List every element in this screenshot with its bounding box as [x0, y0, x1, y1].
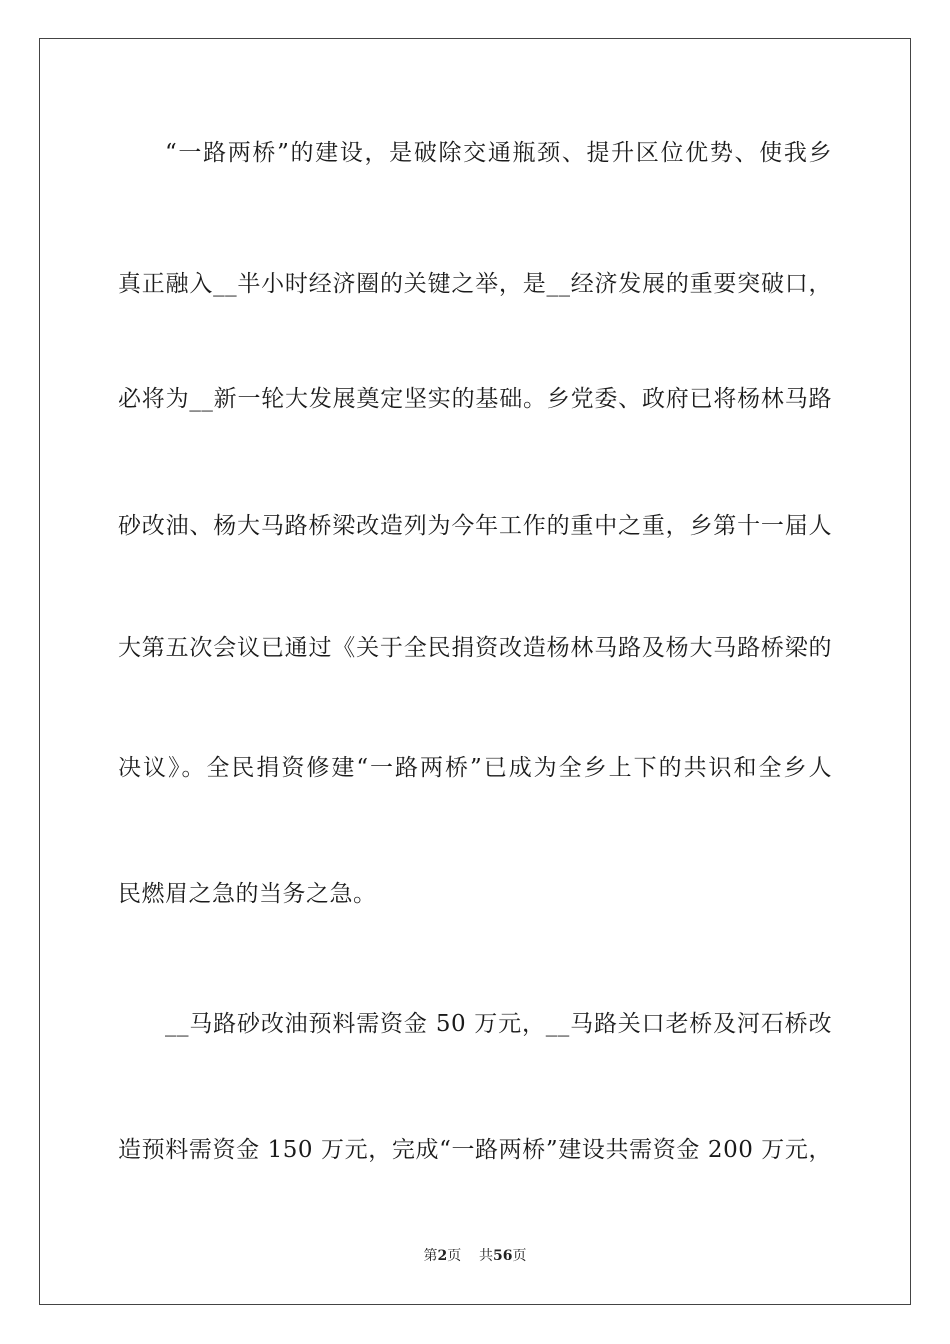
page-footer: [0, 1246, 950, 1266]
current-page-number: 2: [437, 1248, 448, 1264]
paragraph-1-line-4: 砂改油、杨大马路桥梁改造列为今年工作的重中之重，乡第十一届人: [118, 513, 832, 539]
total-label-prefix: 共: [479, 1248, 494, 1264]
paragraph-1-line-1: “一路两桥”的建设，是破除交通瓶颈、提升区位优势、使我乡: [165, 140, 832, 166]
page-label-suffix: 页: [447, 1248, 462, 1264]
paragraph-2-line-2: 造预料需资金 150 万元，完成“一路两桥”建设共需资金 200 万元，: [118, 1137, 832, 1163]
page-border: [39, 38, 911, 1305]
paragraph-2-line-1: __马路砂改油预料需资金 50 万元，__马路关口老桥及河石桥改: [165, 1011, 832, 1037]
paragraph-1-line-2: 真正融入__半小时经济圈的关键之举，是__经济发展的重要突破口，: [118, 271, 832, 297]
paragraph-1-line-7: 民燃眉之急的当务之急。: [118, 881, 377, 907]
paragraph-1-line-3: 必将为__新一轮大发展奠定坚实的基础。乡党委、政府已将杨林马路: [118, 386, 832, 412]
paragraph-1-line-6: 决议》。全民捐资修建“一路两桥”已成为全乡上下的共识和全乡人: [118, 755, 832, 781]
total-page-count: 56: [493, 1248, 513, 1264]
paragraph-1-line-5: 大第五次会议已通过《关于全民捐资改造杨林马路及杨大马路桥梁的: [118, 635, 832, 661]
page-label-prefix: 第: [423, 1248, 438, 1264]
total-label-suffix: 页: [512, 1248, 527, 1264]
